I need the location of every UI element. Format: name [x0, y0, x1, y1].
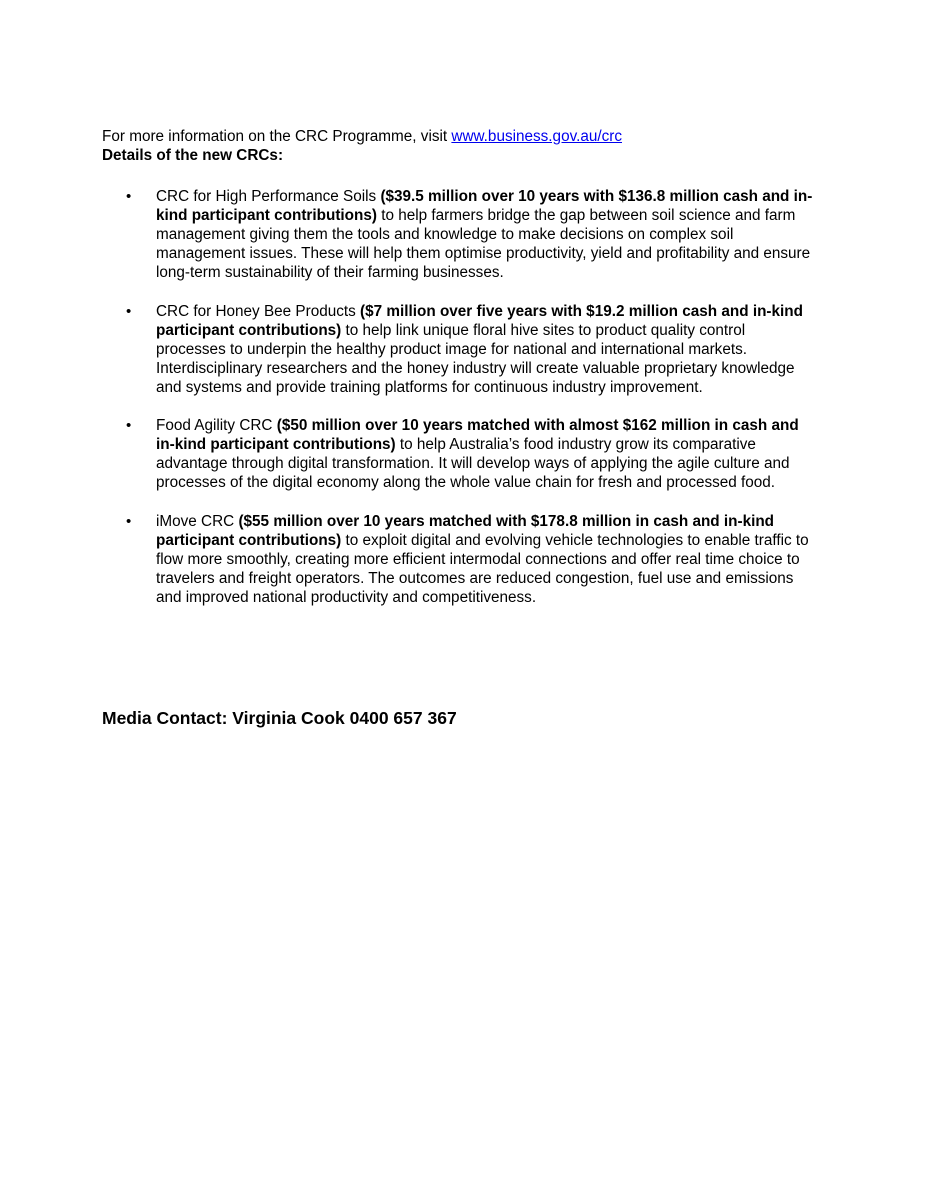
crc-name: iMove CRC [156, 512, 239, 530]
list-item [102, 416, 818, 492]
crc-description: to help Australia’s food industry grow its comparative advantage through digital transformation. It will develop ways of applying the agile culture and processes of the digital economy along the whole value chain for fresh and processed food. [156, 436, 790, 491]
crc-funding: ($50 million over 10 years matched with almost $162 million in cash and in-kind participant contributions) [156, 417, 799, 453]
intro-line [102, 128, 822, 147]
crc-description: to exploit digital and evolving vehicle technologies to enable traffic to flow more smoothly, creating more efficient intermodal connections and offer real time choice to travelers and freight operators. The outcomes are reduced congestion, fuel use and emissions and improved national productivity and competitiveness. [156, 531, 809, 606]
crc-description: to help farmers bridge the gap between soil science and farm management giving them the tools and knowledge to make decisions on complex soil management issues. These will help them optimise productivity, yield and profitability and ensure long-term sustainability of their farming businesses. [156, 207, 811, 281]
crc-funding: ($39.5 million over 10 years with $136.8 million cash and in-kind participant contributions) [156, 188, 813, 224]
crc-funding: ($55 million over 10 years matched with $178.8 million in cash and in-kind participant contributions) [156, 512, 775, 549]
crc-programme-link[interactable]: www.business.gov.au/crc [451, 128, 622, 145]
crc-name: CRC for Honey Bee Products [156, 302, 361, 320]
list-item [102, 512, 818, 607]
bullet-icon: • [126, 302, 132, 320]
bullet-icon: • [126, 417, 132, 434]
crc-funding: ($7 million over five years with $19.2 million cash and in-kind participant contributions) [156, 302, 803, 339]
intro-block [102, 128, 822, 165]
crc-name: CRC for High Performance Soils [156, 188, 381, 205]
crc-list [102, 187, 818, 626]
details-heading: Details of the new CRCs: [102, 146, 284, 164]
crc-description: to help link unique floral hive sites to product quality control processes to underpin the healthy product image for national and international markets. Interdisciplinary researchers and the honey industry will create valuable proprietary knowledge and systems and provide training platforms for continuous industry improvement. [156, 321, 795, 396]
intro-text: For more information on the CRC Programme, visit [102, 128, 452, 145]
bullet-icon: • [126, 512, 132, 530]
crc-name: Food Agility CRC [156, 417, 277, 434]
list-item [102, 302, 818, 397]
media-contact: Media Contact: Virginia Cook 0400 657 367 [102, 708, 457, 728]
list-item [102, 187, 818, 282]
bullet-icon: • [126, 188, 132, 205]
